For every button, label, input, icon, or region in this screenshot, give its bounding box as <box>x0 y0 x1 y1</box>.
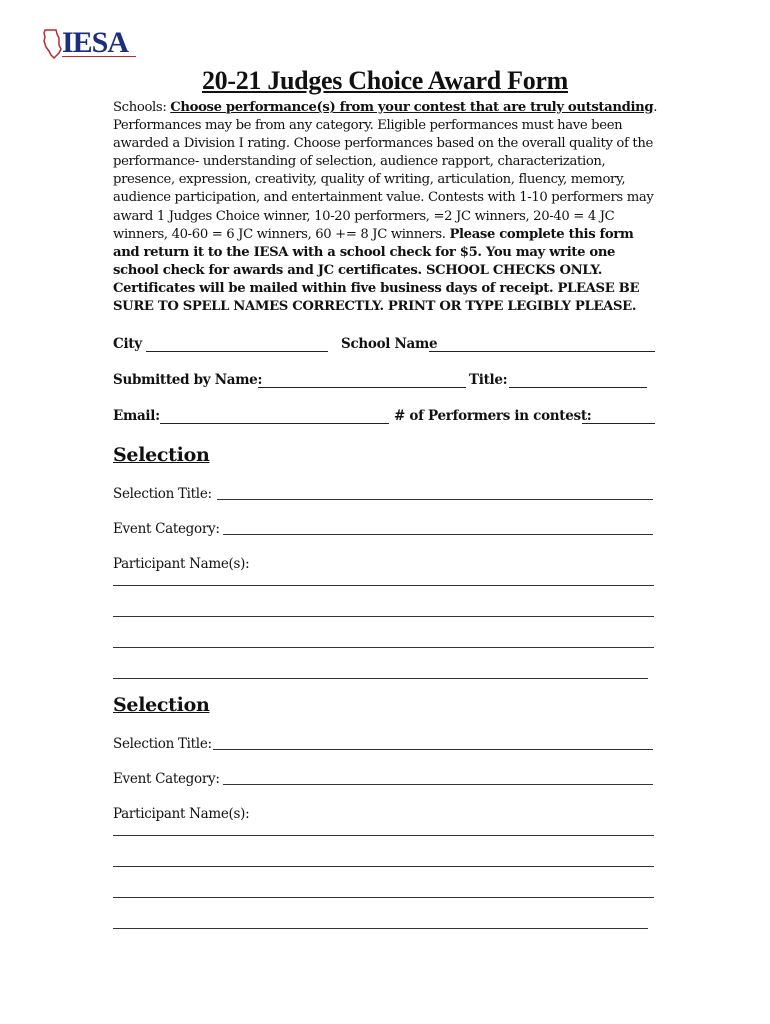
intro-emphasis: Choose performance(s) from your contest that are truly outstanding <box>170 100 654 115</box>
selection-2-participant-line-1[interactable] <box>113 835 654 836</box>
selection-1-event-label: Event Category: <box>113 521 220 537</box>
selection-2-participant-line-2[interactable] <box>113 866 654 867</box>
selection-2-title-field[interactable] <box>213 749 653 750</box>
submitted-by-label: Submitted by Name: <box>113 372 263 388</box>
city-label: City <box>113 336 142 352</box>
school-name-field[interactable] <box>429 351 655 352</box>
title-label: Title: <box>469 372 508 388</box>
city-field[interactable] <box>146 351 328 352</box>
selection-1-event-field[interactable] <box>223 534 653 535</box>
selection-2-heading: Selection <box>113 694 210 716</box>
school-name-label: School Name <box>341 336 438 352</box>
email-field[interactable] <box>160 423 389 424</box>
num-performers-label: # of Performers in contest: <box>394 408 592 424</box>
intro-lead: Schools: <box>113 100 171 115</box>
instructions-paragraph <box>113 99 661 316</box>
selection-1-participant-line-3[interactable] <box>113 647 654 648</box>
iesa-logo <box>42 26 142 62</box>
selection-1-title-field[interactable] <box>217 499 653 500</box>
selection-1-title-label: Selection Title: <box>113 486 212 502</box>
submitted-by-field[interactable] <box>258 387 466 388</box>
num-performers-field[interactable] <box>582 423 655 424</box>
selection-2-participant-line-4[interactable] <box>113 928 648 929</box>
intro-bold-instructions: Please complete this form and return it to the IESA with a school check for $5. You may write one school check for awards and JC certificates. SCHOOL CHECKS ONLY. Certificates will be mailed within five business days of receipt. PLEASE BE SURE TO SPELL NAMES CORRECTLY. PRINT OR TYPE LEGIBLY PLEASE. <box>113 226 640 315</box>
intro-body: . Performances may be from any category. Eligible performances must have been awarded a Division I rating. Choose performances based on the overall quality of the performance- understanding of selection, audience rapport, characterization, presence, expression, creativity, quality of writing, articulation, fluency, memory, audience participation, and entertainment value. Contests with 1-10 performers may award 1 Judges Choice winner, 10-20 performers, =2 JC winners, 20-40 = 4 JC winners, 40-60 = 6 JC winners, 60 += 8 JC winners. <box>113 100 658 242</box>
logo-text: IESA <box>62 26 129 59</box>
selection-1-participant-line-1[interactable] <box>113 585 654 586</box>
selection-2-event-label: Event Category: <box>113 771 220 787</box>
logo-underline <box>62 56 136 57</box>
page-title: 20-21 Judges Choice Award Form <box>201 66 569 95</box>
selection-1-participants-label: Participant Name(s): <box>113 556 250 572</box>
title-field[interactable] <box>509 387 647 388</box>
email-label: Email: <box>113 408 160 424</box>
selection-1-heading: Selection <box>113 444 210 466</box>
selection-2-title-label: Selection Title: <box>113 736 212 752</box>
selection-2-participant-line-3[interactable] <box>113 897 654 898</box>
selection-2-event-field[interactable] <box>223 784 653 785</box>
illinois-state-icon <box>42 29 64 59</box>
selection-2-participants-label: Participant Name(s): <box>113 806 250 822</box>
selection-1-participant-line-2[interactable] <box>113 616 654 617</box>
selection-1-participant-line-4[interactable] <box>113 678 648 679</box>
